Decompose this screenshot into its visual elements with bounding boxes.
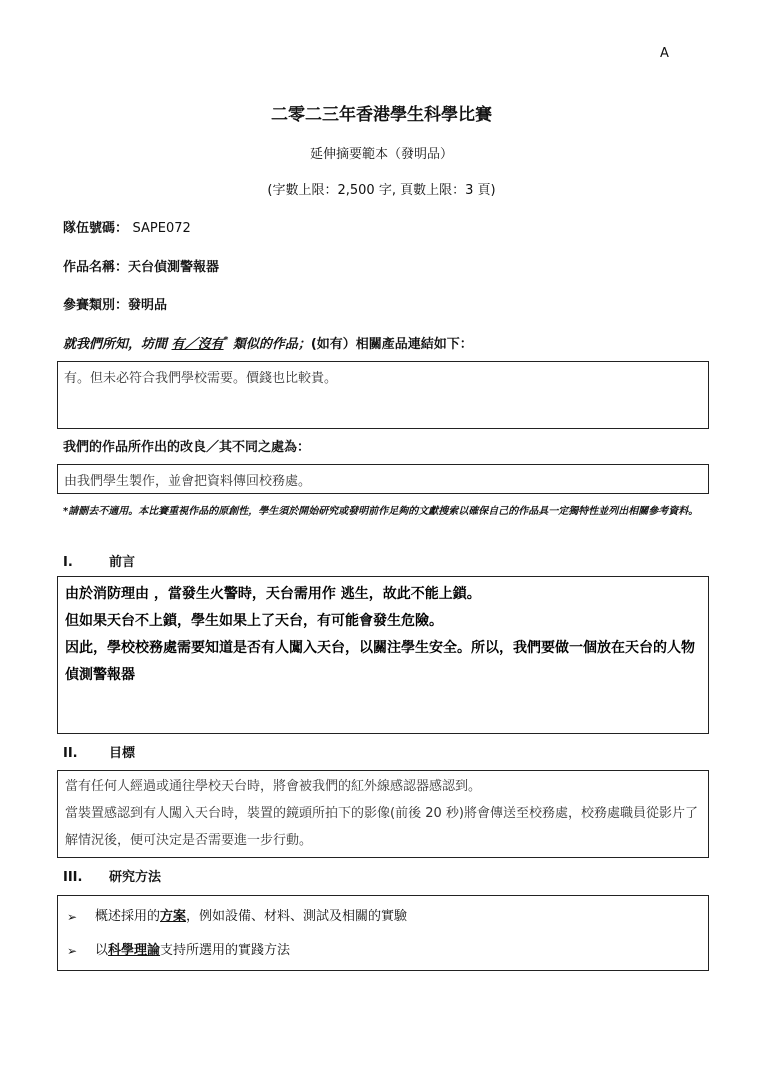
intro-line: 因此，學校校務處需要知道是否有人闖入天台，以關注學生安全。所以，我們要做一個放在天台的人物偵測警報器 [65, 640, 695, 683]
objectives-line: 當裝置感認到有人闖入天台時，裝置的鏡頭所拍下的影像(前後 20 秒)將會傳送至校務處，校務處職員從影片了解情況後，便可決定是否需要進一步行動。 [65, 806, 698, 848]
category-value: 發明品 [128, 298, 168, 313]
methods-item-pre: 概述採用的 [95, 909, 161, 924]
intro-box [57, 576, 709, 734]
methods-item-keyword: 科學理論 [108, 943, 161, 958]
category-label: 參賽類別： [63, 298, 129, 313]
methods-box [57, 895, 709, 971]
existing-works-question [63, 333, 473, 352]
category-field [63, 294, 167, 313]
methods-item-keyword: 方案 [160, 909, 187, 924]
work-name-field [63, 256, 219, 275]
document-title: 二零二三年香港學生科學比賽 [271, 105, 492, 125]
work-name-label: 作品名稱： [63, 260, 129, 275]
existing-prefix: 就我們所知，坊間 [63, 337, 168, 352]
section-number: I. [63, 555, 73, 570]
methods-item-pre: 以 [95, 943, 109, 958]
arrow-bullet-icon: ➢ [67, 910, 78, 924]
section-heading-methods [63, 866, 161, 885]
section-title: 前言 [109, 555, 136, 570]
team-number-value: SAPE072 [132, 221, 191, 236]
document-subtitle: 延伸摘要範本（發明品） [309, 147, 453, 162]
improvement-question: 我們的作品所作出的改良／其不同之處為： [63, 440, 311, 455]
intro-line: 由於消防理由 ，當發生火警時，天台需用作 逃生，故此不能上鎖。 [65, 586, 481, 602]
section-title: 目標 [109, 746, 136, 761]
work-name-value: 天台偵測警報器 [128, 260, 220, 275]
section-number: III. [63, 870, 83, 885]
section-heading-intro [63, 551, 135, 570]
objectives-line: 當有任何人經過或通往學校天台時，將會被我們的紅外線感認器感認到。 [65, 779, 482, 794]
word-page-limits: (字數上限：2,500 字, 頁數上限：3 頁) [267, 183, 496, 198]
intro-line: 但如果天台不上鎖，學生如果上了天台，有可能會發生危險。 [65, 613, 443, 629]
team-number-field [63, 217, 191, 236]
section-number: II. [63, 746, 78, 761]
section-title: 研究方法 [109, 870, 162, 885]
methods-item-post: 支持所選用的實踐方法 [160, 943, 291, 958]
methods-item [67, 934, 699, 968]
footnote: *請刪去不適用。本比賽重視作品的原創性，學生須於開始研究或發明前作足夠的文獻搜索以確保自己的作品具一定獨特性並列出相關參考資料。 [63, 506, 699, 517]
existing-suffix: 類似的作品； [232, 337, 311, 352]
existing-tail: (如有）相關產品連結如下： [310, 337, 473, 352]
improvement-answer: 由我們學生製作，並會把資料傳回校務處。 [64, 474, 312, 489]
methods-item [67, 900, 699, 934]
existing-mark: * [223, 335, 229, 346]
page-corner-mark: A [660, 46, 669, 61]
team-number-label: 隊伍號碼： [63, 221, 129, 236]
methods-item-post: ，例如設備、材料、測試及相關的實驗 [186, 909, 408, 924]
objectives-box [57, 770, 709, 858]
existing-works-answer-box [57, 361, 709, 429]
existing-choice: 有／沒有 [171, 337, 224, 352]
existing-works-answer: 有。但未必符合我們學校需要。價錢也比較貴。 [64, 371, 338, 386]
arrow-bullet-icon: ➢ [67, 944, 78, 958]
improvement-answer-box [57, 464, 709, 494]
section-heading-objectives [63, 742, 135, 761]
